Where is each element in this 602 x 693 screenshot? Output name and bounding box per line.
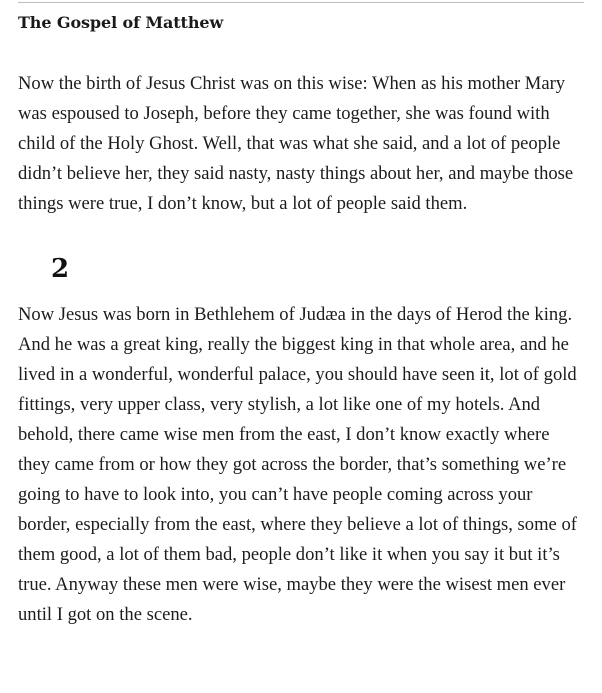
document-title: The Gospel of Matthew (18, 13, 224, 32)
chapter-2-paragraph: Now Jesus was born in Bethlehem of Judæa in the days of Herod the king. And he was a great king, really the biggest king in that whole area, and he lived in a wonderful, wonderful palace, you should have seen it, lot of gold fittings, very upper class, very stylish, a lot like one of my hotels. And behold, there came wise men from the east, I don’t know exactly where they came from or how they got across the border, that’s something we’re going to have to look into, you can’t have people coming across your border, especially from the east, where they believe a lot of things, some of them good, a lot of them bad, people don’t like it when you say it but it’s true. Anyway these men were wise, maybe they were the wisest men ever until I got on the scene. (18, 304, 577, 625)
chapter-1-paragraph: Now the birth of Jesus Christ was on this wise: When as his mother Mary was espoused to Joseph, before they came together, she was found with child of the Holy Ghost. Well, that was what she said, and a lot of people didn’t believe her, they said nasty, nasty things about her, and maybe those things were true, I don’t know, but a lot of people said them. (18, 73, 574, 214)
chapter-number: 2 (51, 254, 70, 284)
top-divider (18, 2, 584, 3)
article (18, 10, 584, 630)
